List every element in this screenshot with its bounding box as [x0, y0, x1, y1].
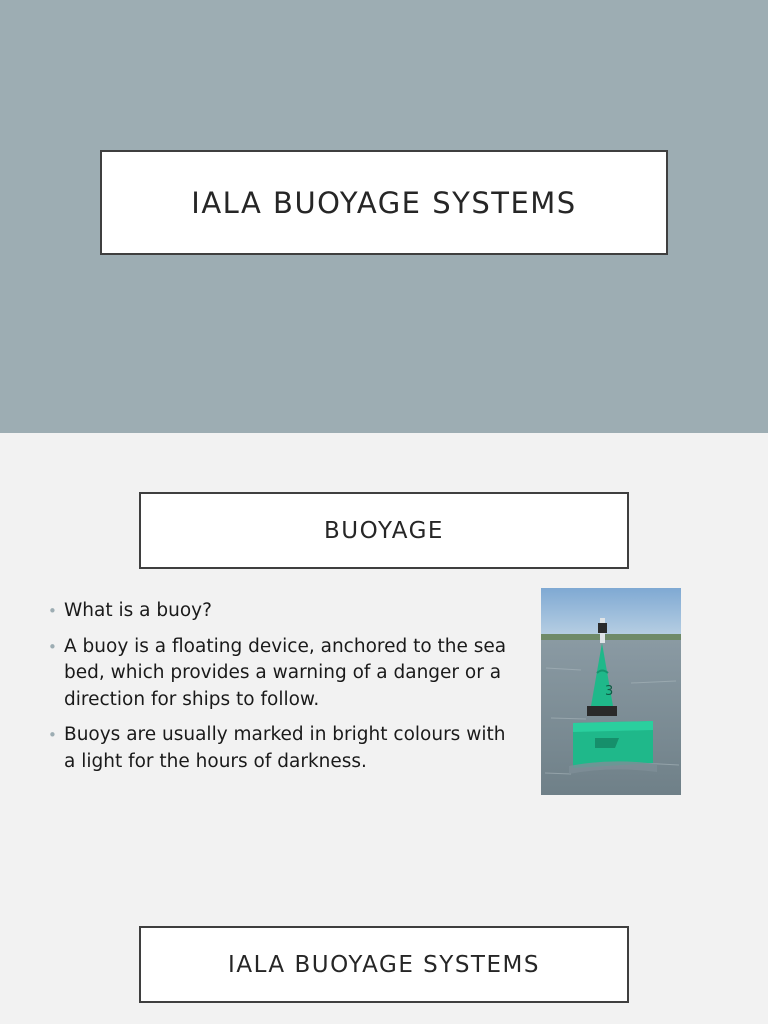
- bullet-list: [48, 598, 518, 784]
- systems-heading-box: [139, 926, 629, 1003]
- bullet-dot-icon: •: [48, 726, 57, 744]
- slide-title-box: [100, 150, 668, 255]
- buoyage-heading-box: [139, 492, 629, 569]
- bullet-text: What is a buoy?: [64, 600, 212, 621]
- bullet-text: Buoys are usually marked in bright colours with a light for the hours of darkness.: [64, 724, 506, 772]
- slide-title: IALA BUOYAGE SYSTEMS: [191, 185, 577, 220]
- bullet-text: A buoy is a floating device, anchored to the sea bed, which provides a warning of a danger or a direction for ships to follow.: [64, 635, 507, 710]
- buoy-illustration: [541, 588, 681, 795]
- buoy-number: 3: [605, 684, 614, 699]
- bullet-item: [48, 598, 518, 625]
- bullet-dot-icon: •: [48, 602, 57, 620]
- bullet-item: [48, 722, 518, 775]
- buoy-photo: [541, 588, 681, 795]
- bullet-item: [48, 634, 518, 714]
- buoyage-heading: BUOYAGE: [324, 517, 444, 544]
- bullet-dot-icon: •: [48, 637, 57, 656]
- systems-heading: IALA BUOYAGE SYSTEMS: [228, 951, 540, 978]
